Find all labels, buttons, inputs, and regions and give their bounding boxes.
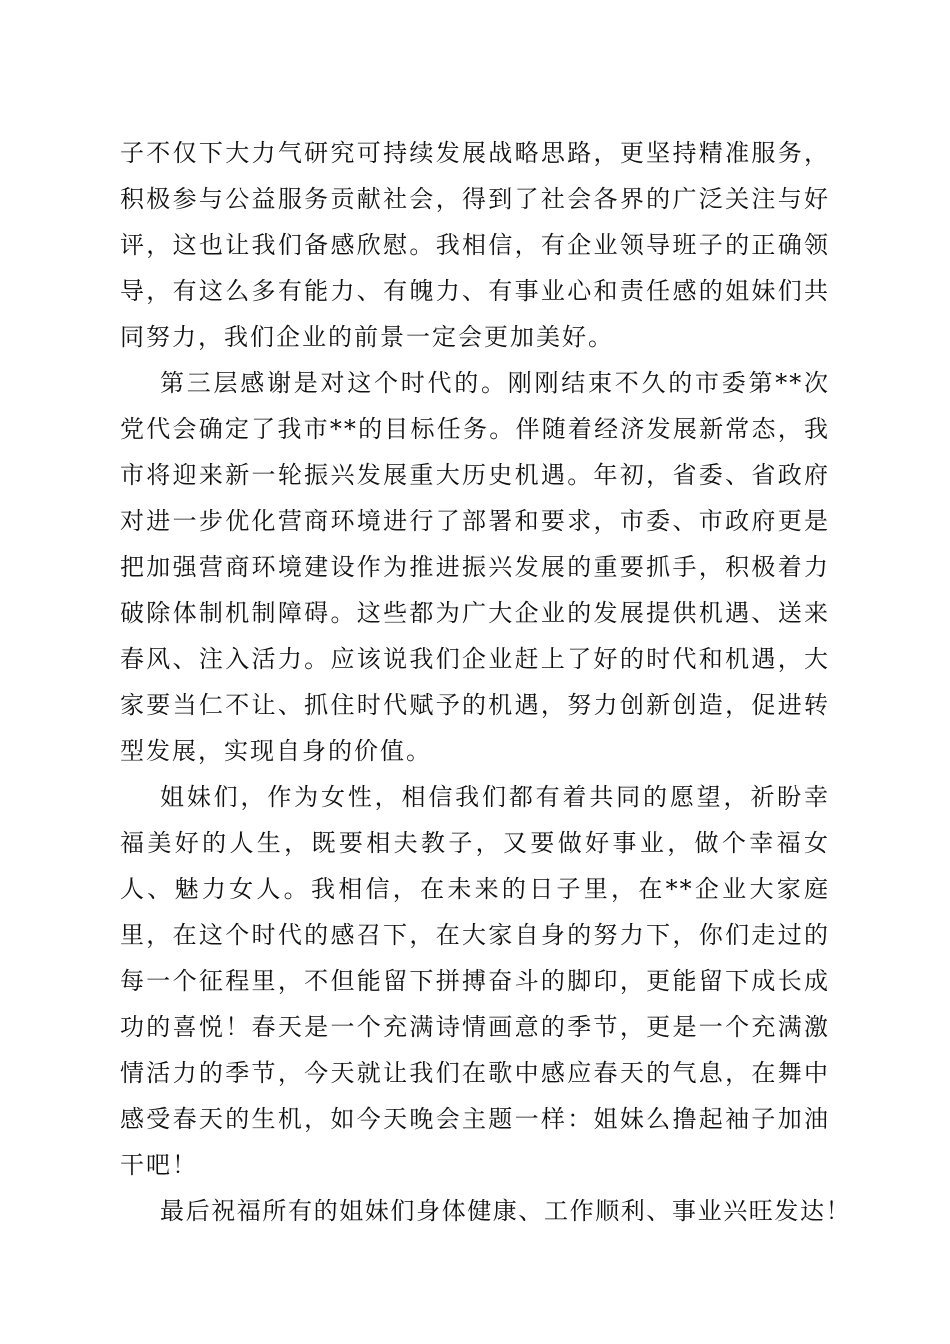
paragraph-continuation: 子不仅下大力气研究可持续发展战略思路，更坚持精准服务，积极参与公益服务贡献社会，得到了社会各界的广泛关注与好评，这也让我们备感欣慰。我相信，有企业领导班子的正确领导，有这么多有能力、有魄力、有事业心和责任感的姐妹们共同努力，我们企业的前景一定会更加美好。 xyxy=(120,139,830,351)
paragraph-third-thanks: 第三层感谢是对这个时代的。刚刚结束不久的市委第**次党代会确定了我市**的目标任务。伴随着经济发展新常态，我市将迎来新一轮振兴发展重大历史机遇。年初，省委、省政府对进一步优化营商环境进行了部署和要求，市委、市政府更是把加强营商环境建设作为推进振兴发展的重要抓手，积极着力破除体制机制障碍。这些都为广大企业的发展提供机遇、送来春风、注入活力。应该说我们企业赶上了好的时代和机遇，大家要当仁不让、抓住时代赋予的机遇，努力创新创造，促进转型发展，实现自身的价值。 xyxy=(120,369,830,765)
paragraph-sisters: 姐妹们，作为女性，相信我们都有着共同的愿望，祈盼幸福美好的人生，既要相夫教子，又要做好事业，做个幸福女人、魅力女人。我相信，在未来的日子里，在**企业大家庭里，在这个时代的感召下，在大家自身的努力下，你们走过的每一个征程里，不但能留下拼搏奋斗的脚印，更能留下成长成功的喜悦！春天是一个充满诗情画意的季节，更是一个充满激情活力的季节，今天就让我们在歌中感应春天的气息，在舞中感受春天的生机，如今天晚会主题一样：姐妹么撸起袖子加油干吧！ xyxy=(120,783,830,1179)
paragraph-closing-wishes: 最后祝福所有的姐妹们身体健康、工作顺利、事业兴旺发达！ xyxy=(160,1197,852,1225)
document-body xyxy=(120,130,852,1234)
